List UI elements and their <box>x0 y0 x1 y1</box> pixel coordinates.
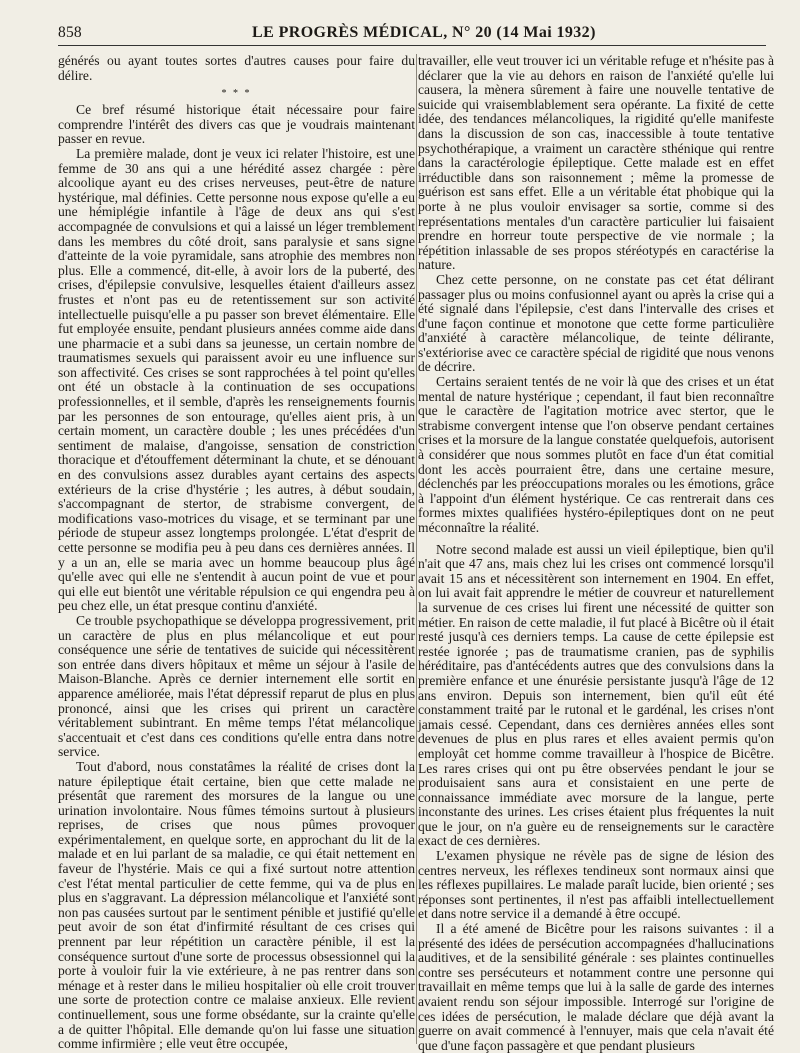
paragraph: Il a été amené de Bicêtre pour les raisons suivantes : il a présenté des idées de persécution accompagnées d'hallucinations auditives, et de la sensibilité générale : ses plaintes continuelles contre ses persécuteurs et notamment contre une personne qui travaillait en même temps que lui à la salle de garde des internes avaient rendu son séjour impossible. Interrogé sur l'origine de ces idées de persécution, le malade déclare que déjà avant la guerre on avait commencé à l'ennuyer, mais que cela n'avait été que d'une façon passagère et que pendant plusieurs <box>418 921 774 1053</box>
page-number: 858 <box>58 24 82 41</box>
paragraph: Ce bref résumé historique était nécessaire pour faire comprendre l'intérêt des divers cas que je voudrais maintenant passer en revue. <box>58 102 415 147</box>
section-separator: * * * <box>221 88 252 100</box>
paragraph: Certains seraient tentés de ne voir là que des crises et un état mental de nature hystérique ; cependant, il faut bien reconnaître que le caractère de l'agitation motrice avec stertor, que le strabisme convergent intense que l'on observe pendant certaines crises et la morsure de la langue constatée quelquefois, autorisent à considérer que nous sommes plutôt en face d'un état comitial dont les accès pourraient être, dans une certaine mesure, déclenchés par les préoccupations morales ou les émotions, grâce à l'appoint d'un élément hystérique. Ce cas rentrerait dans ces formes mixtes qualifiées hystéro-épileptiques dont on ne peut méconnaître la réalité. <box>418 374 774 535</box>
paragraph: Notre second malade est aussi un vieil épileptique, bien qu'il n'ait que 47 ans, mais chez lui les crises ont commencé lorsqu'il avait 15 ans et nécessitèrent son internement en 1904. En effet, on lui avait fait apprendre le métier de couvreur et naturellement la survenue de ces crises lui firent une nécessité de quitter son métier. En raison de cette maladie, il fut placé à Bicêtre où il était resté jusqu'à ces derniers temps. La cause de cette épilepsie est restée ignorée ; pas de traumatisme cranien, pas de syphilis héréditaire, pas d'antécédents autres que des convulsions dans la première enfance et une énurésie persistante jusqu'à l'âge de 12 ans environ. Depuis son internement, bien qu'il eût été constamment traité par le rutonal et le gardénal, les crises n'ont jamais cessé. Cependant, dans ces dernières années elles sont devenues de plus en plus rares et elles avaient permis qu'on employât cet homme comme travailleur à l'hospice de Bicêtre. Les rares crises qui ont pu être observées pendant le jour se produisaient sans aura et consistaient en une perte de connaissance immédiate avec morsure de la langue, perte inconstante des urines. Les crises étaient plus fréquentes la nuit que le jour, on n'a guère eu de renseignements sur le caractère exact de ces dernières. <box>418 541 774 849</box>
header-rule <box>58 45 766 46</box>
paragraph: Tout d'abord, nous constatâmes la réalité de crises dont la nature épileptique était certaine, bien que cette malade ne présentât que rarement des morsures de la langue ou une urination involontaire. Nous fûmes témoins surtout à plusieurs reprises, de crises que nous pûmes provoquer expérimentalement, en quelque sorte, en approchant du lit de la malade et en lui parlant de sa maladie, ce qui était nettement en faveur de l'hystérie. Mais ce qui a fixé surtout notre attention c'est l'état mental particulier de cette femme, qui va de plus en plus en s'aggravant. La dépression mélancolique et l'anxiété sont non pas causées surtout par le sentiment pénible et justifié qu'elle peut avoir de son état d'infirmité résultant de ces crises qui prennent par leur répétition un caractère pénible, il est la conséquence surtout d'une sorte de processus obsessionnel qui la porte à vouloir fuir la vie extérieure, à ne pas rentrer dans son ménage et à rester dans le milieu hospitalier où elle croit trouver une sorte de protection contre ce malaise anxieux. Elle revient continuellement, sous une forme obsédante, sur la crainte qu'elle a de quitter l'hôpital. Elle demande qu'on lui fasse une situation comme infirmière ; elle veut être occupée, <box>58 758 415 1052</box>
paragraph: Chez cette personne, on ne constate pas cet état délirant passager plus ou moins confusionnel ayant ou après la crise qui a été signalé dans l'épilepsie, c'est dans l'intervalle des crises et d'une façon continue et monotone que cette forme particulière d'anxiété à caractère mélancolique, de teinte délirante, s'extériorise avec ce caractère spécial de rigidité que nous venons de décrire. <box>418 271 774 375</box>
journal-title: LE PROGRÈS MÉDICAL, N° 20 (14 Mai 1932) <box>252 24 596 41</box>
column-divider <box>416 54 417 1044</box>
paragraph: travailler, elle veut trouver ici un véritable refuge et n'hésite pas à déclarer que la vie au dehors en raison de l'anxiété qu'elle lui causera, la mènera sûrement à faire une nouvelle tentative de suicide qui vraisemblablement sera opérante. La fixité de cette idée, des tendances mélancoliques, la rigidité qu'elle manifeste dans la discussion de son cas, inaccessible à toute tentative psychothérapique, a vraiment un caractère sthénique qui rentre dans la caractérologie épileptique. Cette malade est en effet irréductible dans son raisonnement ; même la promesse de guérison est sans effet. Elle a un véritable état phobique qui la porte à ne plus vouloir envisager sa sortie, comme si des représentations mentales d'un caractère particulier lui faisaient prendre en horreur toute perspective de vie normale ; la répétition inlassable de ses propos stéréotypés en caractérise la nature. <box>418 53 774 273</box>
paragraph: générés ou ayant toutes sortes d'autres causes pour faire du délire. <box>58 53 415 83</box>
paragraph: La première malade, dont je veux ici relater l'histoire, est une femme de 30 ans qui a une hérédité assez chargée : père alcoolique ayant eu des crises nerveuses, peut-être de nature hystérique, mal définies. Cette personne nous expose qu'elle a eu une hémiplégie infantile à l'âge de deux ans qui s'est accompagnée de convulsions et qui a laissé un léger tremblement dans les membres du côté droit, sans paralysie et sans signe d'atteinte de la voie pyramidale, sans atrophie des membres non plus. Elle a commencé, dit-elle, à avoir lors de la puberté, des crises, d'épilepsie convulsive, lesquelles étaient d'ailleurs assez frustes et n'ont pas eu de retentissement sur son activité intellectuelle puisqu'elle a pu passer son brevet élémentaire. Elle fut employée ensuite, pendant plusieurs années comme aide dans une pharmacie et a subi dans sa jeunesse, un certain nombre de traumatismes sexuels qui paraissent avoir eu une influence sur son affectivité. Ces crises se sont rapprochées à tel point qu'elles ont été un obstacle à la continuation de ses occupations professionnelles, et il semble, d'après les renseignements fournis par les personnes de son entourage, qu'elles aient pris, à un certain moment, un caractère double ; les unes précédées d'un sentiment de malaise, d'angoisse, sensation de constriction thoracique et d'étouffement déterminant la chute, et se dénouant en des convulsions assez durables ayant certains des aspects extérieurs de la crise d'hystérie ; les autres, à début soudain, s'accompagnant de stertor, de strabisme convergent, de modifications vaso-motrices du visage, et se terminant par une période de stupeur assez longtemps prolongée. L'état d'esprit de cette personne se modifia peu à peu dans ces dernières années. Il y a un an, elle se maria avec un homme beaucoup plus âgé qu'elle avec qui elle ne s'entendit à aucun point de vue et pour qui elle eut bientôt une véritable répulsion ce qui engendra peu à peu chez elle, un état presque continu d'anxiété. <box>58 145 415 614</box>
left-column <box>58 54 415 1052</box>
right-column <box>418 54 774 1053</box>
page-header <box>58 16 766 42</box>
paragraph: L'examen physique ne révèle pas de signe de lésion des centres nerveux, les réflexes tendineux sont normaux ainsi que les réflexes pupillaires. Le malade paraît lucide, bien orienté ; ses réponses sont pertinentes, il n'est pas affaibli intellectuellement et dans notre service il a demandé à être occupé. <box>418 848 774 922</box>
paragraph: Ce trouble psychopathique se développa progressivement, prit un caractère de plus en plus mélancolique et eut pour conséquence une série de tentatives de suicide qui nécessitèrent son entrée dans divers hôpitaux et même un séjour à l'asile de Maison-Blanche. Après ce dernier internement elle sortit en apparence améliorée, mais l'état dépressif reparut de plus en plus prononcé, ainsi que les crises qui prirent un caractère véritablement subintrant. En même temps l'état mélancolique s'accentuait et c'est dans ces conditions qu'elle entra dans notre service. <box>58 612 415 760</box>
